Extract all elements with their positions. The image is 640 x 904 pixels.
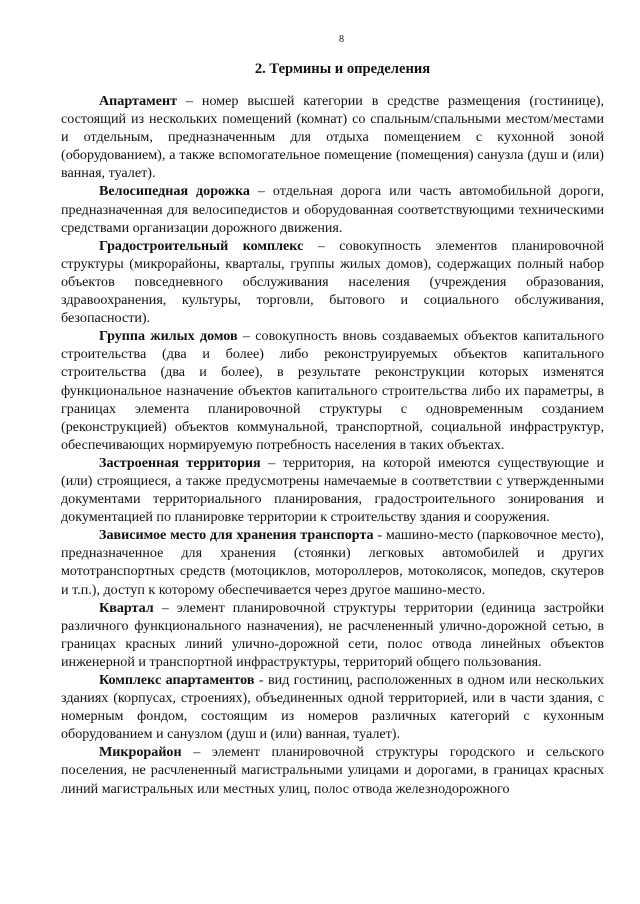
term-definition: совокупность элементов планировочной структуры (микрорайоны, кварталы, группы жилых домов), содержащих полный набор объектов повседневного обслуживания населения (учреждения образования, здравоохранения, культуры, торговли, бытового и социального обслуживания, безопасности). — [61, 237, 605, 327]
term-entry — [61, 599, 604, 671]
term-definition: элемент планировочной структуры городского и сельского поселения, не расчлененный магистральными улицами и дорогами, в границах красных линий магистральных или местных улиц, полос отвода железнодорожного — [61, 744, 604, 797]
term-definition: элемент планировочной структуры территории (единица застройки различного функционального назначения), не расчлененный улично-дорожной сетью, в границах красных линий улично-дорожной сети, полос отвода линейных объектов инженерной и транспортной инфраструктуры, территорий общего пользования. — [61, 599, 605, 670]
term-entry — [61, 671, 604, 743]
term-name: Апартамент — [99, 93, 178, 109]
term-entry — [61, 454, 604, 526]
term-separator: – — [177, 93, 202, 109]
term-separator: – — [181, 744, 212, 761]
term-separator: - — [373, 527, 386, 544]
term-definition: машино-место (парковочное место), предназначенное для хранения (стоянки) легковых автомобилей и других мототранспортных средств (мотоциклов, мотороллеров, мотоколясок, мопедов, скутеров и т.п.), доступ к которому обеспечивается через другое машино-место. — [61, 527, 604, 598]
section-title: 2. Термины и определения — [254, 61, 431, 77]
term-separator: – — [249, 183, 273, 200]
term-name: Квартал — [99, 599, 154, 616]
term-name: Велосипедная дорожка — [99, 183, 250, 200]
term-separator: - — [254, 672, 268, 688]
term-name: Группа жилых домов — [99, 328, 238, 345]
term-name: Градостроительный комплекс — [99, 237, 304, 254]
term-name: Зависимое место для хранения транспорта — [99, 527, 374, 544]
term-entry — [61, 526, 604, 598]
term-name: Застроенная территория — [99, 454, 261, 471]
term-entry — [61, 743, 604, 797]
page-number: 8 — [339, 34, 344, 45]
term-entry — [61, 237, 604, 327]
term-entry — [61, 182, 604, 236]
term-definition: вид гостиниц, расположенных в одном или нескольких зданиях (корпусах, строениях), объединенных одной территорией, или в части здания, с номерным фондом, состоящим из номеров различных категорий с кухонным оборудованием и санузлом (душ и (или) ванная, туалет). — [61, 672, 604, 743]
term-separator: – — [237, 328, 256, 345]
term-entry — [61, 327, 604, 454]
term-name: Комплекс апартаментов — [99, 672, 255, 688]
term-list — [61, 92, 604, 798]
term-entry — [61, 92, 604, 182]
term-name: Микрорайон — [99, 744, 182, 761]
term-definition: номер высшей категории в средстве размещения (гостинице), состоящий из нескольких помещений (комнат) со спальным/спальными местом/местами и отдельным, предназначенным для отдыха помещением с кухонной зоной (оборудованием), а также вспомогательное помещение (помещения) санузла (душ и (или) ванная, туалет). — [61, 93, 604, 182]
term-definition: отдельная дорога или часть автомобильной дороги, предназначенная для велосипедистов и оборудованная соответствующими техническими средствами организации дорожного движения. — [61, 183, 604, 236]
term-separator: – — [260, 454, 283, 471]
term-separator: – — [303, 237, 340, 254]
term-definition: совокупность вновь создаваемых объектов капитального строительства (два и более) либо реконструируемых объектов капитального строительства (два и более), в результате реконструкции которых изменятся функциональное назначение объектов капитального строительства либо их параметры, в границах элемента планировочной структуры с одновременным созданием (реконструкцией) объектов коммунальной, транспортной, социальной инфраструктур, обеспечивающих нормируемую потребность населения в таких объектах. — [61, 328, 604, 453]
term-definition: территория, на которой имеются существующие и (или) строящиеся, а также предусмотрены намечаемые в соответствии с утвержденными документами территориального планирования, градостроительного зонирования и документацией по планировке территории к строительству здания и сооружения. — [61, 454, 605, 526]
term-separator: – — [153, 599, 177, 616]
